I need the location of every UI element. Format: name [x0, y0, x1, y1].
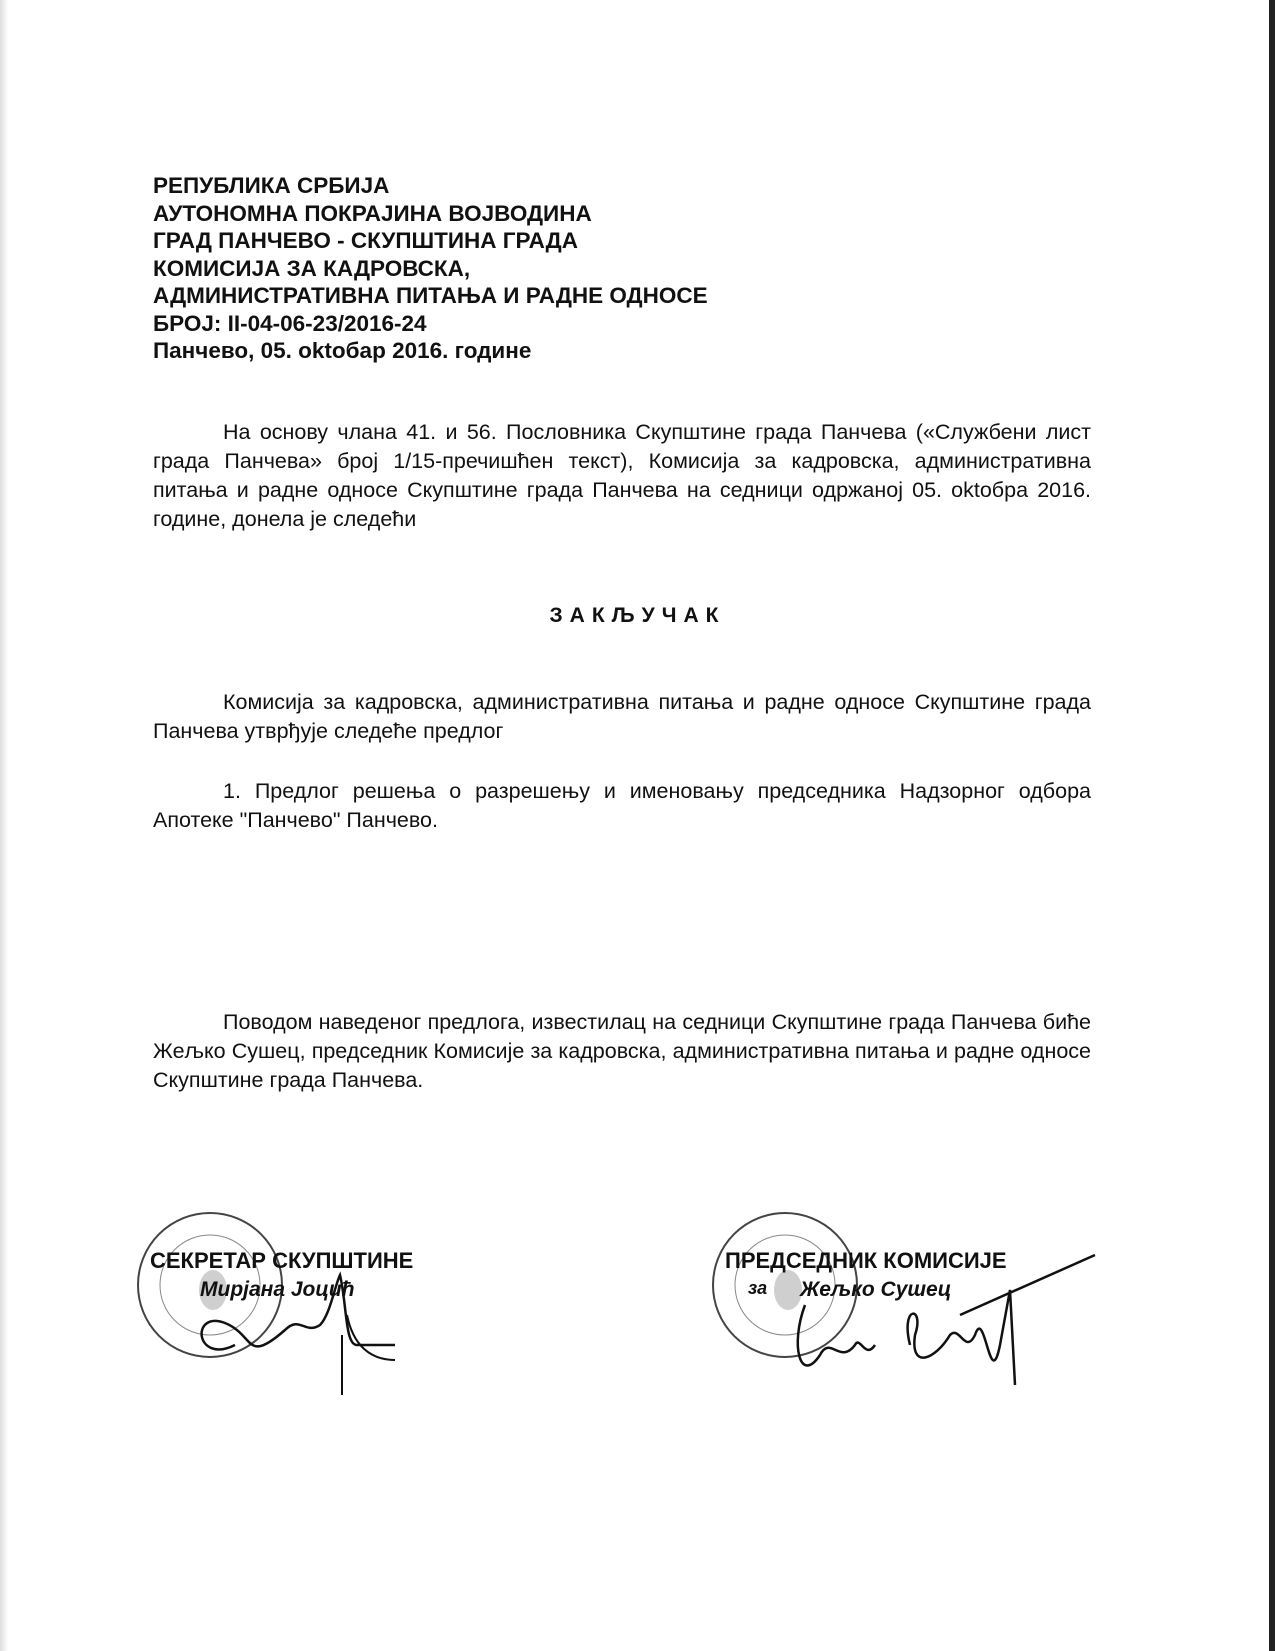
item-paragraph [153, 777, 1091, 835]
left-signature-name: Мирјана Јоцић [200, 1278, 355, 1301]
body-paragraph [153, 688, 1091, 746]
left-signature-title: СЕКРЕТАР СКУПШТИНЕ [150, 1248, 414, 1273]
right-signature-title: ПРЕДСЕДНИК КОМИСИЈЕ [725, 1248, 1007, 1273]
document-number: БРОЈ: II-04-06-23/2016-24 [153, 310, 427, 336]
right-signature-prefix: за [748, 1278, 768, 1298]
header-line: РЕПУБЛИКА СРБИЈА [153, 173, 390, 198]
header-line: АДМИНИСТРАТИВНА ПИТАЊА И РАДНЕ ОДНОСЕ [153, 283, 708, 308]
preamble-text: На основу члана 41. и 56. Пословника Скупштине града Панчева («Службени лист града Панчева» број 1/15-пречишћен текст), Комисија за кадровска, административна питања и радне односе Скупштине града Панчева на седници одржаној 05. oktoбра 2016. године, донела је следећи [153, 420, 1091, 531]
right-signature-name: Жељко Сушец [800, 1278, 952, 1301]
document-title: ЗАКЉУЧАК [549, 604, 726, 627]
item-1-text: 1. Предлог решења о разрешењу и именовању председника Надзорног одбора Апотеке "Панчево" Панчево. [153, 779, 1091, 832]
document-header [153, 172, 708, 365]
body-text: Комисија за кадровска, административна питања и радне односе Скупштине града Панчева утврђује следеће предлог [153, 690, 1091, 743]
header-line: КОМИСИЈА ЗА КАДРОВСКА, [153, 255, 471, 281]
preamble-paragraph [153, 418, 1091, 534]
header-line: ГРАД ПАНЧЕВО - СКУПШТИНА ГРАДА [153, 228, 578, 253]
document-date: Панчево, 05. oktoбар 2016. године [153, 338, 532, 363]
scan-edge-left [0, 0, 8, 1651]
closing-paragraph [153, 1008, 1091, 1095]
header-line: АУТОНОМНА ПОКРАЈИНА ВОЈВОДИНА [153, 200, 592, 226]
closing-text: Поводом наведеног предлога, известилац на седници Скупштине града Панчева биће Жељко Сушец, председник Комисије за кадровска, административна питања и радне односе Скупштине града Панчева. [153, 1010, 1091, 1092]
scan-edge-right [1269, 0, 1275, 1651]
